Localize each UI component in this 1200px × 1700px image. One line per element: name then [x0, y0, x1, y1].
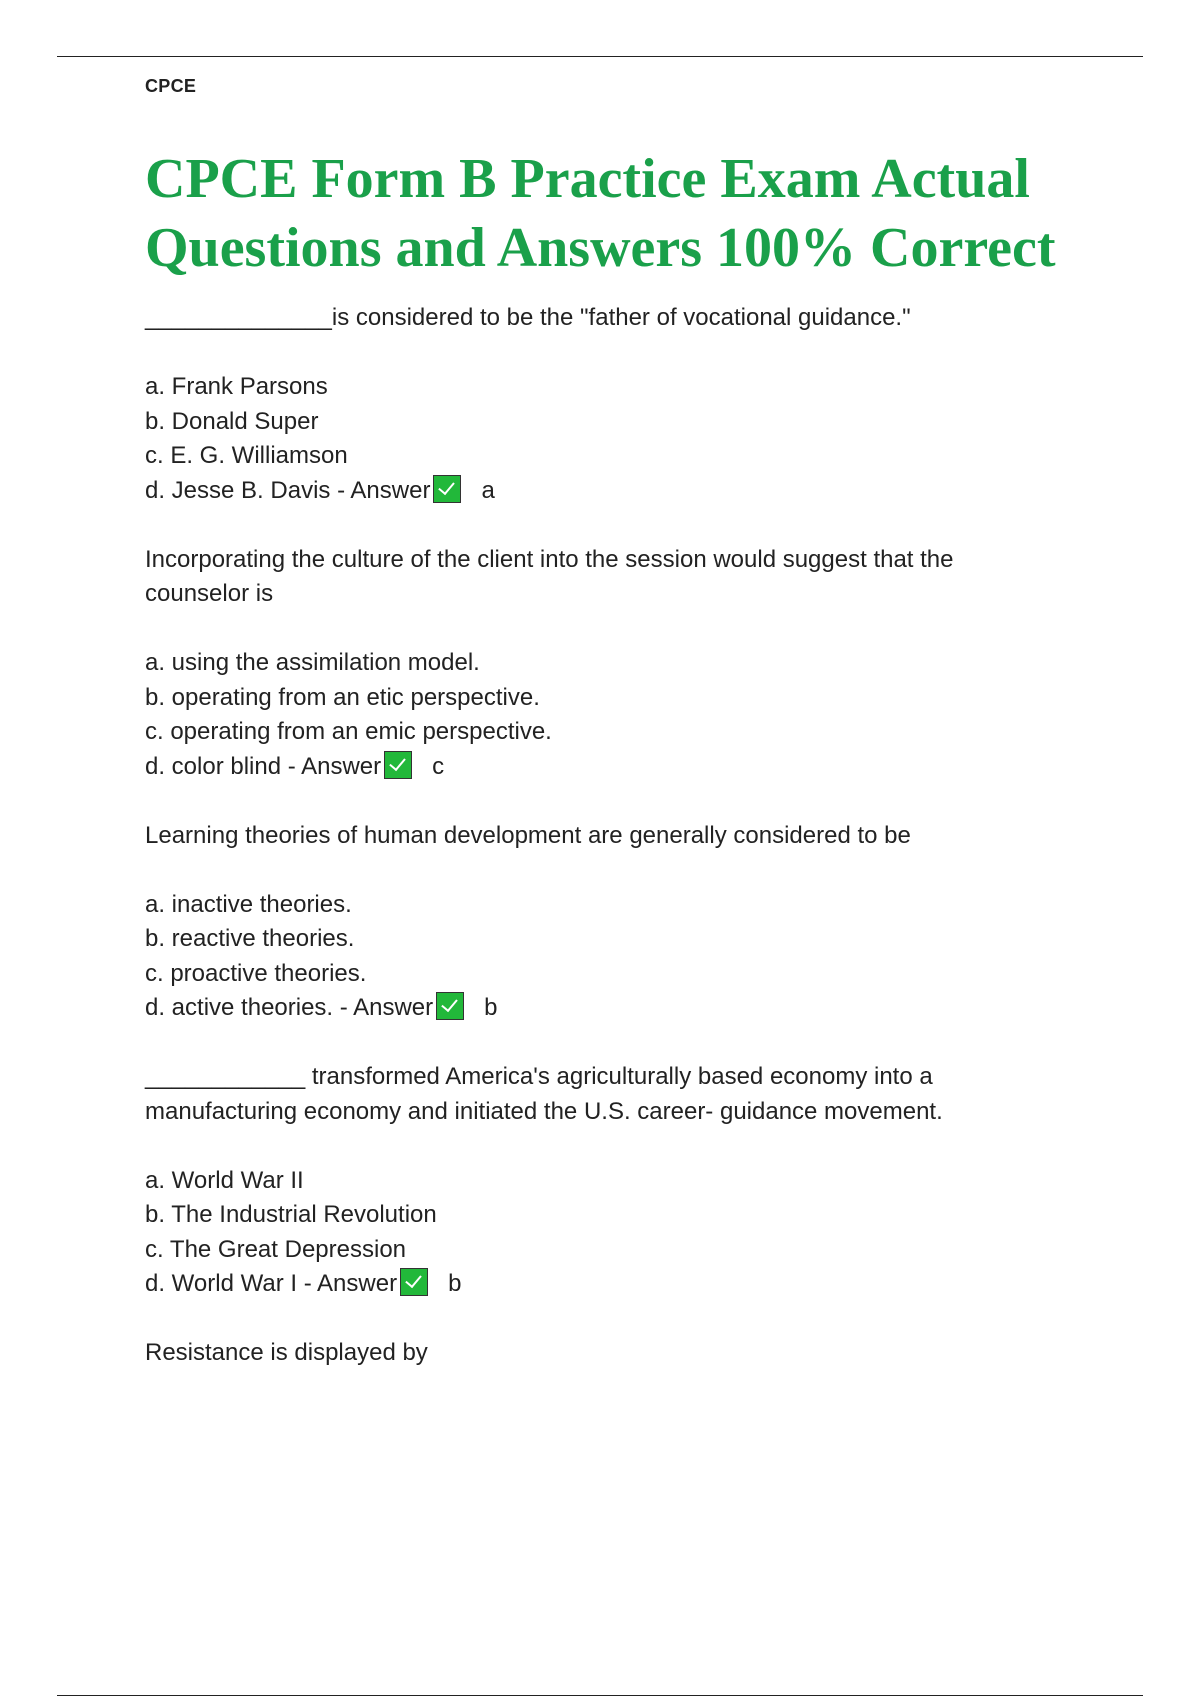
answer-blank: ____________: [145, 1063, 306, 1090]
option-d-with-answer: [145, 1267, 1045, 1302]
option-b: b. reactive theories.: [145, 925, 355, 952]
running-header: CPCE: [145, 76, 197, 96]
option-d: d. color blind - Answer: [145, 752, 382, 780]
option-d-with-answer: [145, 474, 1045, 509]
option-c: c. E. G. Williamson: [145, 442, 348, 469]
question-text: is considered to be the "father of vocational guidance.": [331, 304, 911, 331]
document-title: CPCE Form B Practice Exam Actual Questions and Answers 100% Correct: [145, 148, 1056, 279]
answer-value: b: [484, 994, 498, 1021]
option-b: b. The Industrial Revolution: [145, 1201, 437, 1228]
option-d: d. active theories. - Answer: [145, 994, 434, 1021]
footer-rule: [57, 1695, 1143, 1696]
green-check-icon: [436, 992, 464, 1020]
question-5-stem: Resistance is displayed by: [145, 1339, 428, 1366]
green-check-icon: [400, 1268, 428, 1296]
option-c: c. proactive theories.: [145, 959, 367, 987]
option-a: a. inactive theories.: [145, 890, 352, 918]
question-3-stem: Learning theories of human development are generally considered to be: [145, 821, 911, 849]
answer-value: a: [481, 476, 495, 504]
header-rule: [57, 56, 1143, 57]
option-b: b. operating from an etic perspective.: [145, 683, 540, 711]
question-text: transformed America's agriculturally based economy into a manufacturing economy and initiated the U.S. career- guidance movement.: [145, 1063, 943, 1125]
option-d-with-answer: [145, 750, 1045, 785]
exam-content: [145, 301, 1045, 1405]
answer-blank: ______________: [145, 304, 332, 331]
green-check-icon: [384, 751, 412, 779]
question-3-options: [145, 888, 1045, 1026]
option-c: c. operating from an emic perspective.: [145, 718, 552, 745]
option-c: c. The Great Depression: [145, 1235, 407, 1263]
answer-value: b: [448, 1270, 462, 1297]
question-2-options: [145, 646, 1045, 784]
question-4-stem: [145, 1060, 1045, 1129]
question-1-stem: [145, 301, 1045, 336]
answer-value: c: [432, 752, 445, 780]
question-4-options: [145, 1164, 1045, 1302]
option-a: a. using the assimilation model.: [145, 649, 480, 676]
option-a: a. Frank Parsons: [145, 373, 328, 400]
option-b: b. Donald Super: [145, 407, 319, 435]
option-d: d. Jesse B. Davis - Answer: [145, 476, 431, 504]
option-a: a. World War II: [145, 1166, 304, 1194]
option-d-with-answer: [145, 991, 1045, 1026]
question-2-stem: Incorporating the culture of the client into the session would suggest that the counselor is: [145, 545, 954, 607]
green-check-icon: [433, 475, 461, 503]
option-d: d. World War I - Answer: [145, 1270, 398, 1297]
question-1-options: [145, 370, 1045, 508]
